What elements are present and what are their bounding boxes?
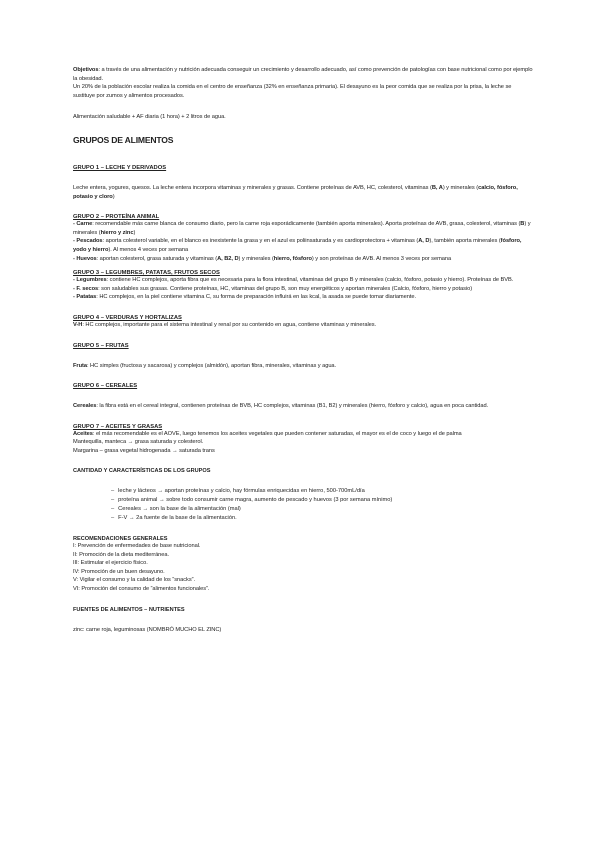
objetivos-label: Objetivos xyxy=(73,67,99,73)
carne-a: : recomendable más carne blanca de consumo diario, pero la carne roja esporádicamente (también aporta minerales). Aporta proteínas de AVB, grasa, colesterol, vitaminas ( xyxy=(92,221,521,228)
fuentes-line: zinc: carne roja, leguminosas (NOMBRÓ MUCHO EL ZINC) xyxy=(73,626,222,633)
pescados-paragraph xyxy=(73,237,533,254)
aceites-paragraph xyxy=(73,430,533,439)
list-item: II: Promoción de la dieta mediterránea. xyxy=(73,551,170,558)
group-1-text xyxy=(73,184,533,201)
list-item: – proteína animal → sobre todo consumir carne magra, aumento de pescado y huevos (3 por semana mínimo) xyxy=(111,496,533,505)
huevos-paragraph xyxy=(73,255,533,264)
list-item: VI: Promoción del consumo de “alimentos funcionales”. xyxy=(73,586,210,593)
cantidad-list xyxy=(73,487,533,523)
g1-text-b: B, A xyxy=(431,184,443,191)
list-item: – leche y lácteos → aportan proteínas y calcio, hay fórmulas enriquecidas en hierro, 500-700mL/día xyxy=(111,487,533,496)
legumbres-text: : contiene HC complejos, aporta fibra que es necesaria para la flora intestinal, vitaminas del grupo B y minerales (calcio, fósforo, potasio y hierro). Proteínas de BVB. xyxy=(106,277,514,284)
huevos-e: ) y son proteínas de AVB. Al menos 3 veces por semana xyxy=(311,255,452,262)
fsecos-label: - F. secos xyxy=(73,285,99,292)
patatas-label: - Patatas xyxy=(73,294,97,301)
fruta-paragraph xyxy=(73,362,533,371)
patatas-paragraph xyxy=(73,293,533,302)
pescados-b: A, D xyxy=(418,238,430,245)
group-3-heading: GRUPO 3 – LEGUMBRES, PATATAS, FRUTOS SECOS xyxy=(73,270,220,277)
page-title: GRUPOS DE ALIMENTOS xyxy=(73,134,174,145)
pescados-d: fósforo, yodo y hierro xyxy=(73,238,522,253)
list-item: – F-V → 2a fuente de la base de la alimentación. xyxy=(111,514,533,523)
grasas-line-3: Margarina – grasa vegetal hidrogenada → saturada trans xyxy=(73,447,215,454)
group-2-heading: GRUPO 2 – PROTEÍNA ANIMAL xyxy=(73,214,160,221)
list-item: I: Prevención de enfermedades de base nutricional. xyxy=(73,543,201,550)
grasas-line-2: Mantequilla, manteca → grasa saturada y colesterol. xyxy=(73,439,204,446)
pescados-label: - Pescados xyxy=(73,238,103,245)
aceites-label: Aceites xyxy=(73,430,93,437)
carne-label: - Carne xyxy=(73,221,93,228)
huevos-a: : aportan colesterol, grasa saturada y vitaminas ( xyxy=(96,255,218,262)
cantidad-heading: CANTIDAD Y CARACTERÍSTICAS DE LOS GRUPOS xyxy=(73,468,211,475)
carne-c: ) y minerales ( xyxy=(73,221,531,236)
legumbres-paragraph xyxy=(73,276,533,285)
huevos-b: A, B2, D xyxy=(217,255,239,262)
recomendaciones-heading: RECOMENDACIONES GENERALES xyxy=(73,536,168,543)
intro-line-3: Alimentación saludable + AF diaria (1 hora) + 2 litros de agua. xyxy=(73,114,226,121)
cereales-text: : la fibra está en el cereal integral, contienen proteínas de BVB, HC complejos, vitaminas (B1, B2) y minerales (hierro, fósforo y calcio), agua en poca cantidad. xyxy=(96,403,489,410)
pescados-e: ). Al menos 4 veces por semana xyxy=(108,246,189,253)
huevos-d: hierro, fósforo xyxy=(273,255,312,262)
list-item: IV: Promoción de un buen desayuno. xyxy=(73,568,165,575)
cereales-label: Cereales xyxy=(73,403,97,410)
group-4-heading: GRUPO 4 – VERDURAS Y HORTALIZAS xyxy=(73,314,182,321)
fuentes-heading: FUENTES DE ALIMENTOS – NUTRIENTES xyxy=(73,606,185,613)
legumbres-label: - Legumbres xyxy=(73,277,107,284)
group-6-heading: GRUPO 6 – CEREALES xyxy=(73,383,138,390)
cereales-paragraph xyxy=(73,402,533,411)
fruta-text: : HC simples (fructosa y sacarosa) y complejos (almidón), aportan fibra, minerales, vitaminas y agua. xyxy=(86,362,337,369)
group-5-heading: GRUPO 5 – FRUTAS xyxy=(73,342,129,349)
list-item: – Cereales → son la base de la alimentación (mal) xyxy=(111,505,533,514)
group-1-heading: GRUPO 1 – LECHE Y DERIVADOS xyxy=(73,164,167,171)
list-item: III: Estimular el ejercicio físico. xyxy=(73,560,148,567)
g1-text-c: ) y minerales ( xyxy=(442,184,479,191)
patatas-text: : HC complejos, en la piel contiene vitamina C, su forma de preparación influirá en las kcal, la asada se puede tomar diariamente. xyxy=(96,294,417,301)
g1-text-e: ) xyxy=(112,193,115,200)
huevos-c: ) y minerales ( xyxy=(238,255,274,262)
carne-paragraph xyxy=(73,220,533,237)
fsecos-text: : son saludables sus grasas. Contiene proteínas, HC, vitaminas del grupo B, son muy energéticos y aportan minerales (Calcio, fósforo, hierro y potasio) xyxy=(98,285,473,292)
g1-text-a: Leche entera, yogures, quesos. La leche entera incorpora vitaminas y minerales y grasas. Contiene proteínas de AVB, HC, colesterol, vitaminas ( xyxy=(73,184,432,191)
objetivos-text: : a través de una alimentación y nutrición adecuada conseguir un crecimiento y desarrollo adecuado, así como prevención de patologías con base nutricional como por ejemplo la obesidad. xyxy=(73,67,533,82)
fsecos-paragraph xyxy=(73,285,533,294)
g1-text-d: calcio, fósforo, potasio y cloro xyxy=(73,184,518,200)
group-7-heading: GRUPO 7 – ACEITES Y GRASAS xyxy=(73,423,163,430)
document-page xyxy=(73,66,533,634)
vh-label: V-H xyxy=(73,321,83,328)
vh-text: : HC complejos, importante para el sistema intestinal y renal por su contenido en agua, contiene vitaminas y minerales. xyxy=(82,321,377,328)
fruta-label: Fruta xyxy=(73,362,87,369)
huevos-label: - Huevos xyxy=(73,255,97,262)
carne-d: hierro y zinc xyxy=(100,229,134,236)
intro-line-2: Un 20% de la población escolar realiza la comida en el centro de enseñanza (32% en enseñanza primaria). El desayuno es la peor comida que se realiza por la prisa, la leche se sustituye por zumos y alimentos procesados. xyxy=(73,84,512,99)
list-item: V: Vigilar el consumo y la calidad de los “snacks”. xyxy=(73,577,196,584)
pescados-a: : aporta colesterol variable, en el blanco es inexistente la grasa y en el azul es poliinsaturada y es cardioprotectora + vitaminas ( xyxy=(102,238,419,245)
aceites-text: : el más recomendable es el AOVE, luego tenemos los aceites vegetales que pueden contener saturadas, el mayor es el de coco y luego el de palma xyxy=(92,430,462,437)
pescados-c: ), también aporta minerales ( xyxy=(429,238,501,245)
carne-b: B xyxy=(520,221,525,228)
objetivos-paragraph xyxy=(73,66,533,83)
vh-paragraph xyxy=(73,321,533,330)
carne-e: ) xyxy=(133,229,136,236)
